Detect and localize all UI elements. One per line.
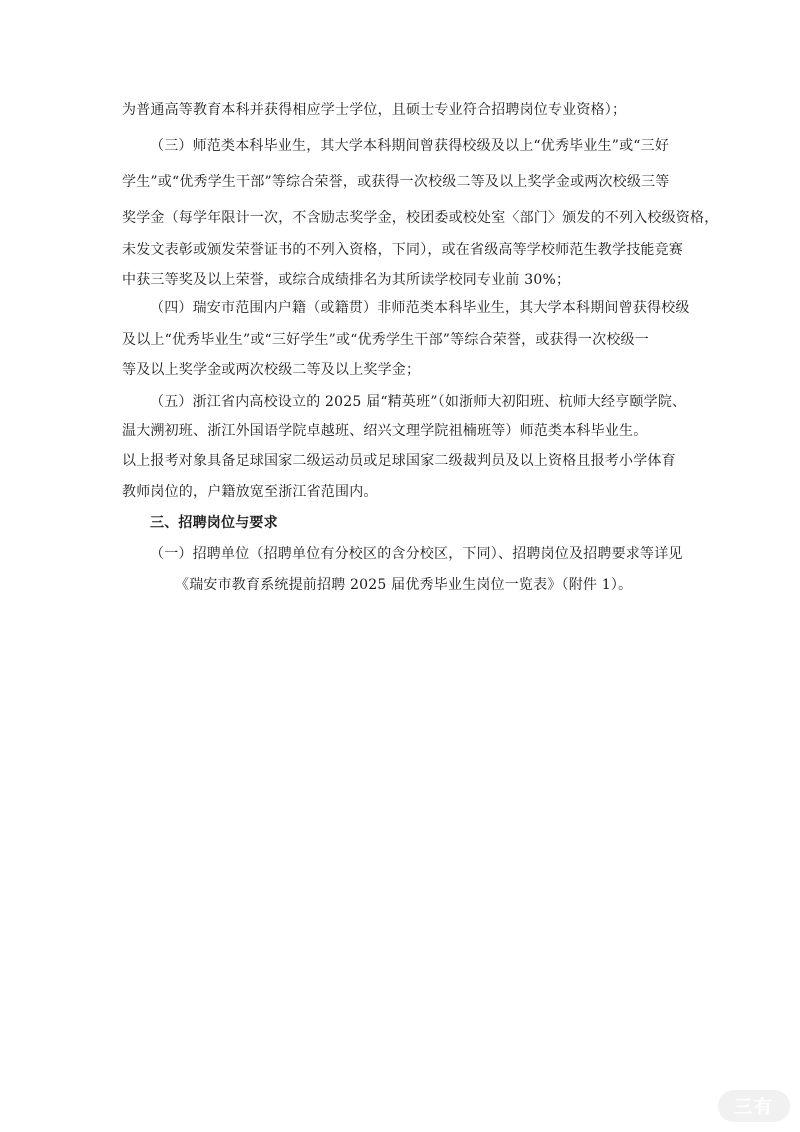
- paragraph-line: 温大溯初班、浙江外国语学院卓越班、绍兴文理学院祖楠班等）师范类本科毕业生。: [122, 423, 648, 439]
- paragraph-line: （五）浙江省内高校设立的 2025 届“精英班”（如浙师大初阳班、杭师大经亨颐学院、: [150, 394, 687, 410]
- paragraph-line: （四）瑞安市范围内户籍（或籍贯）非师范类本科毕业生，其大学本科期间曾获得校级: [150, 300, 690, 316]
- paragraph-line: 及以上“优秀毕业生”或“三好学生”或“优秀学生干部”等综合荣誉，或获得一次校级一: [122, 332, 649, 348]
- paragraph-line: （一）招聘单位（招聘单位有分校区的含分校区，下同）、招聘岗位及招聘要求等详见: [150, 546, 683, 562]
- paragraph-line: 中获三等奖及以上荣誉，或综合成绩排名为其所读学校同专业前 30%；: [122, 272, 571, 288]
- paragraph-line: 《瑞安市教育系统提前招聘 2025 届优秀毕业生岗位一览表》（附件 1）。: [175, 577, 633, 593]
- paragraph-line: 奖学金（每学年限计一次，不含励志奖学金，校团委或校处室〈部门〉颁发的不列入校级资格，: [122, 210, 719, 226]
- watermark-badge: [718, 1090, 790, 1122]
- paragraph-line: 为普通高等教育本科并获得相应学士学位，且硕士专业符合招聘岗位专业资格）；: [122, 102, 627, 118]
- watermark-text: 三有: [734, 1097, 774, 1118]
- paragraph-line: 以上报考对象具备足球国家二级运动员或足球国家二级裁判员及以上资格且报考小学体育: [122, 453, 676, 469]
- paragraph-line: 学生”或“优秀学生干部”等综合荣誉，或获得一次校级二等及以上奖学金或两次校级三等: [122, 174, 670, 190]
- paragraph-line: 等及以上奖学金或两次校级二等及以上奖学金；: [122, 362, 421, 378]
- paragraph-line: （三）师范类本科毕业生，其大学本科期间曾获得校级及以上“优秀毕业生”或“三好: [150, 138, 670, 154]
- section-heading: 三、招聘岗位与要求: [150, 515, 278, 531]
- paragraph-line: 未发文表彰或颁发荣誉证书的不列入资格，下同），或在省级高等学校师范生教学技能竞赛: [122, 242, 683, 258]
- paragraph-line: 教师岗位的，户籍放宽至浙江省范围内。: [122, 484, 378, 500]
